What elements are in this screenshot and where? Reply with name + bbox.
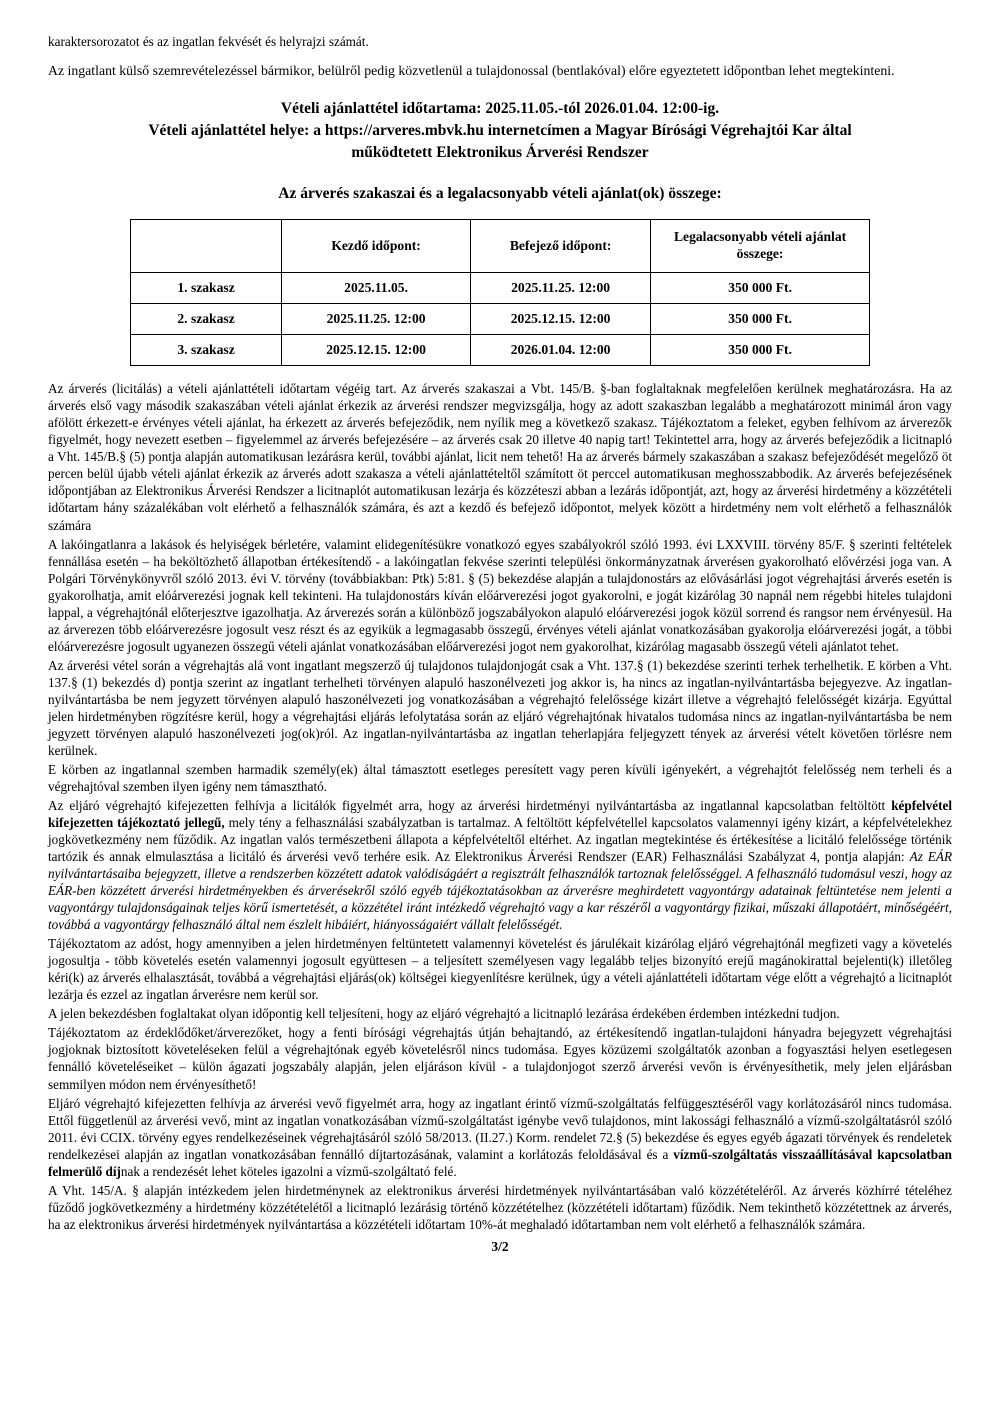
cell-start: 2025.12.15. 12:00 [282,335,471,366]
header-min-bid: Legalacsonyabb vételi ajánlat összege: [651,220,870,273]
cell-min-bid: 350 000 Ft. [651,304,870,335]
cell-min-bid: 350 000 Ft. [651,335,870,366]
stages-table [130,219,870,366]
paragraph-utility-claims: Tájékoztatom az érdeklődőket/árverezőket, hogy a fenti bírósági végrehajtás útján behajtandó, az értékesítendő ingatlan-tulajdoni hányadra bejegyzett végrehajtási jogjoknak biztosított követeléseken felül a végrehajtónak egyéb követelésről nincs tudomása. Egyes közüzemi szolgáltatók azonban a fogyasztási helyen esetlegesen fennálló követeléseiket – külön ágazati jogszabály alapján, jelen eljáráson kívül - a tulajdonjogot szerző árverési vevőn is érvényesíthetik, mely jelen eljárásban semmilyen módon nem érvényesíthető! [48,1025,952,1092]
body-text [48,380,952,1233]
cell-end: 2025.11.25. 12:00 [471,273,651,304]
header-stage [131,220,282,273]
cell-start: 2025.11.25. 12:00 [282,304,471,335]
water-pre-text: Eljáró végrehajtó kifejezetten felhívja az árverési vevő figyelmét arra, hogy az ingatlant érintő vízmű-szolgáltatás felfüggesztéséről vagy korlátozásáról nincs tudomása. Ettől függetlenül az árverési vevő, mint az ingatlan vonatkozásában vízmű-szolgáltatást igénybe vevő tulajdonos, mint lakossági felhasználó a vízmű-szolgáltatásról szóló 2011. évi CCIX. törvény egyes rendelkezéseinek végrehajtásáról szóló 58/2013. (II.27.) Korm. rendelet 72.§ (5) bekezdése és egyes egyéb ágazati törvények és rendeletek rendelkezései alapján az ingatlan vonatkozásában fennálló díjtartozásának, valamint a korlátozás feloldásával és a [48,1095,952,1162]
photo-post-text: mely tény a felhasználási szabályzatban is tartalmaz. A feltöltött képfelvétellel kapcsolatos valamennyi igény kizárt, a képfelvételekhez jogkövetkezmény nem fűződik. Az ingatlan valós természetbeni állapota a képfelvételtől eltérhet. Az ingatlan megtekintése és értékesítése a licitáló felelőssége történik tartózik és annak elmulasztása a licitáló és árverési vevő terhére esik. Az Elektronikus Árverési Rendszer (EAR) Felhasználási Szabályzat 4, pontja alapján: [48,815,952,865]
paragraph-photo-disclaimer [48,797,952,933]
table-header-row [131,220,870,273]
cell-start: 2025.11.05. [282,273,471,304]
paragraph-debtor-info: Tájékoztatom az adóst, hogy amennyiben a jelen hirdetményen feltüntetett valamennyi követelést és járulékait kizárólag eljáró végrehajtónál megfizeti vagy a követelés jogosultja - több követelés esetén valamennyi jogosult együttesen – a teljesített személyesen vagy legalább teljes bizonyító erejű magánokirattal bejelenti(k) illetőleg kéri(k) az árverés elhalasztását, továbbá a végrehajtási eljárás(ok) költségei kiegyenlítésre kerülnek, úgy a vételi ajánlattételi időtartam vége előtt a végrehajtó a licitnaplót lezárja és ezzel az ingatlan árverésre nem kerül sor. [48,936,952,1003]
page-number: 3/2 [491,1238,509,1254]
photo-bold-text: képfelvétel kifejezetten tájékoztató jellegű, [48,798,952,831]
table-row [131,335,870,366]
cell-stage: 1. szakasz [131,273,282,304]
auction-system-line: működtetett Elektronikus Árverési Rendszer [351,143,649,161]
auction-place-line: Vételi ajánlattétel helye: a https://arveres.mbvk.hu internetcímen a Magyar Bírósági Végrehajtói Kar által [148,121,852,139]
paragraph-third-party-claims: E körben az ingatlannal szemben harmadik személy(ek) által támasztott esetleges peresített vagy peren kívüli igényekért, a végrehajtót felelősség nem terheli és a végrehajtóval szemben ilyen igény nem támasztható. [48,761,952,794]
table-row [131,273,870,304]
paragraph-water-service [48,1095,952,1180]
continued-text: karaktersorozatot és az ingatlan fekvését és helyrajzi számát. [48,34,369,49]
auction-heading [48,98,952,163]
viewing-info-paragraph: Az ingatlant külső szemrevételezéssel bármikor, belülről pedig közvetlenül a tulajdonossal (bentlakóval) előre egyeztetett időpontban lehet megtekinteni. [48,63,895,78]
photo-pre-text: Az eljáró végrehajtó kifejezetten felhívja a licitálók figyelmét arra, hogy az árverési hirdetményi nyilvántartásba az ingatlannal kapcsolatban feltöltött [48,798,892,814]
water-bold-text: vízmű-szolgáltatás visszaállításával kapcsolatban felmerülő díj [48,1146,952,1179]
auction-period-line: Vételi ajánlattétel időtartama: 2025.11.05.-tól 2026.01.04. 12:00-ig. [280,100,720,118]
paragraph-preemption-rights: A lakóingatlanra a lakások és helyiségek bérletére, valamint elidegenítésükre vonatkozó egyes szabályokról szóló 1993. évi LXXVIII. törvény 85/F. § szerinti feltételek fennállása esetén – ha beköltözhető állapotban értékesítendő - a lakóingatlan fekvése szerinti települési önkormányzatnak árverésen gyakorolható elővérzési joga van. A Polgári Törvénykönyvről szóló 2013. évi V. törvény (továbbiakban: Ptk) 5:81. § (5) bekezdése alapján a tulajdonostárs az elővásárlási jogot végrehajtási árverés esetén is gyakorolhatja, amit elóárverezési jognak kell tekinteni. Ha tulajdonostárs kíván előárverezési jogot gyakorolni, e jogát kizárólag 30 napnál nem régebbi hiteles tulajdoni lappal, a végrehajtónál előterjesztve igazolhatja. Az árverezés során a különböző jogszabályokon alapuló elóárverezési jogok közül sorrend és rangsor nem érvényesül. Ha az árverezen több elóárverezésre jogosult vesz részt és az egyikük a legmagasabb összegű, érvényes vételi ajánlat vonatkozásában gyakorolja elóárverezési jogát, a többi elóárverezésre jogosult ugyanezen összegű vételi ajánlat vonatkozásában előárverezési jogot nem gyakorolhat, kizárólag magasabb összegű vételi ajánlatot tehet. [48,536,952,654]
table-row [131,304,870,335]
cell-min-bid: 350 000 Ft. [651,273,870,304]
paragraph-auction-duration: Az árverés (licitálás) a vételi ajánlattételi időtartam végéig tart. Az árverés szakaszai a Vbt. 145/B. §-ban foglaltaknak megfelelően kerülnek meghatározásra. Ha az árverés első vagy második szakaszában vételi ajánlat érkezik az árverési rendszer megvizsgálja, hogy az adott szakaszban legalább a meghatározott minimál áron vagy afölött érkezett-e érvényes vételi ajánlat, ha érkezett az árverés befejeződik, nem nyílik meg a következő szakasz. Tájékoztatom a feleket, egyben felhívom az árverezők figyelmét, hogy nevezett esetben – figyelemmel az árverés befejezésére – az árverés csak 20 illetve 40 napig tart! Tekintettel arra, hogy az árverés befejeződik a licitnapló a Vht. 145/B.§ (5) pontja alapján automatikusan lezárásra kerül, további ajánlat, licit nem tehető! Ha az árverés bármely szakaszában a szakasz befejeződését megelőző öt percen belül újabb vételi ajánlat érkezik az árverés adott szakasza a vételi ajánlattételtől számított öt perccel automatikusan meghosszabbodik. Az árverés befejezésének időpontjában az Elektronikus Árverési Rendszer a licitnaplót automatikusan lezárja és közzéteszi abban a lezárás időpontját, azt, hogy az árverési hirdetmény a közzétételi időtartam hány százalékában volt elérhető a felhasználók számára, és azt a kezdő és befejező időpontot, melyek között a hirdetmény nem volt elérhető a felhasználók számára [48,381,952,533]
cell-stage: 2. szakasz [131,304,282,335]
paragraph-timing-info: A jelen bekezdésben foglaltakat olyan időpontig kell teljesíteni, hogy az eljáró végrehajtó a licitnapló lezárása érdekében érdemben intézkedni tudjon. [48,1006,840,1022]
header-end: Befejező időpont: [471,220,651,273]
paragraph-publication: A Vht. 145/A. § alapján intézkedem jelen hirdetménynek az elektronikus árverési hirdetmények nyilvántartásában való közzétételéről. Az árverés közhírré tételéhez fűződő jogkövetkezmény a hirdetmény közzétételétől a licitnapló lezárásig történő közzétételhez (közzétételi időtartam) fűződik. Nem tekinthető közzétettnek az árverés, ha az elektronikus árverési hirdetmények nyilvántartása a közzétételi időtartam 10%-át meghaladó időtartamban nem volt elérhető a felhasználók számára. [48,1182,952,1232]
stages-section-title: Az árverés szakaszai és a legalacsonyabb vételi ajánlat(ok) összege: [278,185,722,203]
paragraph-encumbrances: Az árverési vétel során a végrehajtás alá vont ingatlant megszerző új tulajdonos tulajdonjogát csak a Vht. 137.§ (1) bekezdése szerinti terhek terhelhetik. E körben a Vht. 137.§ (1) bekezdés d) pontja szerint az ingatlant terhelheti törvényen alapuló haszonélvezeti jog akkor is, ha nincs az ingatlan-nyilvántartásba bejegyezve. Az ingatlan-nyilvántartásba be nem jegyzett törvényen alapuló haszonélvezeti jog vonatkozásában a végrehajtó felelőssége kizárt illetve a végrehajtó felelősségét kizárja. Egyúttal jelen hirdetményben rögzítésre kerül, hogy a végrehajtási eljárás lefolytatása során az eljáró végrehajtónak hivatalos tudomása nincs az ingatlan-nyilvántartásba be nem jegyzett törvényen alapuló haszonélvezeti jog(ok)ról. Az ingatlan-nyilvántartásba az ingatlan teherlapjára feljegyzett tények az árverési vételt követően törlésre nem kerülnek. [48,657,952,758]
cell-end: 2025.12.15. 12:00 [471,304,651,335]
header-start: Kezdő időpont: [282,220,471,273]
cell-end: 2026.01.04. 12:00 [471,335,651,366]
water-post-text: nak a rendezését lehet köteles igazolni a vízmű-szolgáltató felé. [120,1163,457,1179]
ear-regulation-quote: Az EÁR nyilvántartásaiba bejegyzett, illetve a rendszerben közzétett adatok valódiságáért a regisztrált felhasználók tartoznak felelősséggel. A felhasználó tudomásul veszi, hogy az EÁR-ben közzétett árverési hirdetményekben és árverésekről szóló egyéb tájékoztatásokban az árverésre meghirdetett vagyontárgy adatainak feltüntetése nem jelenti a vagyontárgy tulajdonságainak teljes körű ismertetését, a közzététel iránt intézkedő végrehajtó vagy a kar részéről a vagyontárgy fizikai, műszaki állapotáért, minőségéért, továbbá a vagyontárgy felhasználó által nem észlelt hibáiért, hiányosságaiért vállalt felelősségét. [48,849,953,933]
cell-stage: 3. szakasz [131,335,282,366]
